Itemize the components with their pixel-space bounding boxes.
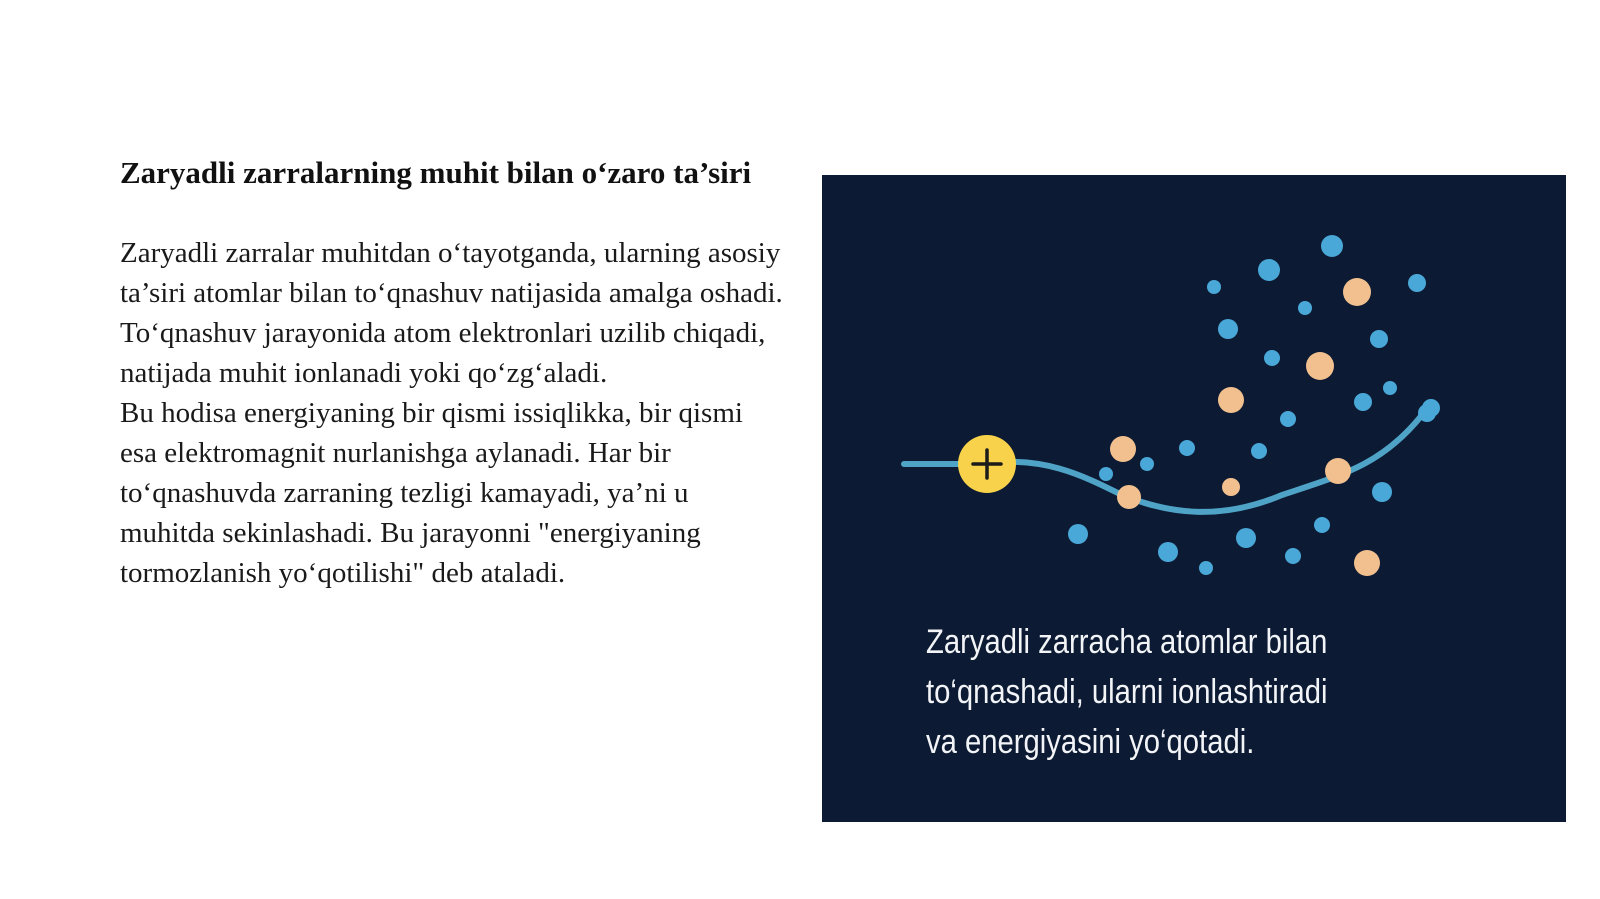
electron xyxy=(1251,443,1267,459)
nucleus xyxy=(1110,436,1136,462)
electron xyxy=(1298,301,1312,315)
nucleus xyxy=(1325,458,1351,484)
electron xyxy=(1408,274,1426,292)
electron xyxy=(1179,440,1195,456)
caption-line-1: Zaryadli zarracha atomlar bilan xyxy=(926,623,1328,661)
electron xyxy=(1264,350,1280,366)
electron xyxy=(1280,411,1296,427)
electron xyxy=(1314,517,1330,533)
electron xyxy=(1258,259,1280,281)
electron xyxy=(1418,404,1436,422)
figure-caption xyxy=(926,617,1408,767)
paragraph-1: Zaryadli zarralar muhitdan o‘tayotganda, ularning asosiy ta’siri atomlar bilan to‘qnashuv natijasida amalga oshadi. To‘qnashuv jarayonida atom elektronlari uzilib chiqadi, natijada muhit ionlanadi yoki qo‘zg‘aladi. xyxy=(120,237,783,389)
electrons xyxy=(1068,235,1440,575)
paragraph-2: Bu hodisa energiyaning bir qismi issiqlikka, bir qismi esa elektromagnit nurlanishga aylanadi. Har bir to‘qnashuvda zarraning tezligi kamayadi, ya’ni u muhitda sekinlashadi. Bu jarayonni "energiyaning tormozlanish yo‘qotilishi" deb ataladi. xyxy=(120,397,743,589)
electron xyxy=(1068,524,1088,544)
illustration-figure xyxy=(822,175,1566,822)
electron xyxy=(1321,235,1343,257)
nucleus xyxy=(1354,550,1380,576)
caption-line-3: va energiyasini yo‘qotadi. xyxy=(926,723,1255,761)
nucleus xyxy=(1306,352,1334,380)
nucleus xyxy=(1343,278,1371,306)
electron xyxy=(1099,467,1113,481)
caption-line-2: to‘qnashadi, ularni ionlashtiradi xyxy=(926,673,1328,711)
text-column xyxy=(120,153,785,593)
electron xyxy=(1370,330,1388,348)
electron xyxy=(1285,548,1301,564)
nucleus xyxy=(1222,478,1240,496)
electron xyxy=(1383,381,1397,395)
electron xyxy=(1207,280,1221,294)
electron xyxy=(1218,319,1238,339)
electron xyxy=(1158,542,1178,562)
body-text xyxy=(120,233,785,593)
charged-particle xyxy=(958,435,1016,493)
nucleus xyxy=(1218,387,1244,413)
electron xyxy=(1140,457,1154,471)
electron xyxy=(1372,482,1392,502)
electron xyxy=(1354,393,1372,411)
slide-title: Zaryadli zarralarning muhit bilan o‘zaro ta’siri xyxy=(120,155,752,190)
nucleus xyxy=(1117,485,1141,509)
electron xyxy=(1236,528,1256,548)
electron xyxy=(1199,561,1213,575)
